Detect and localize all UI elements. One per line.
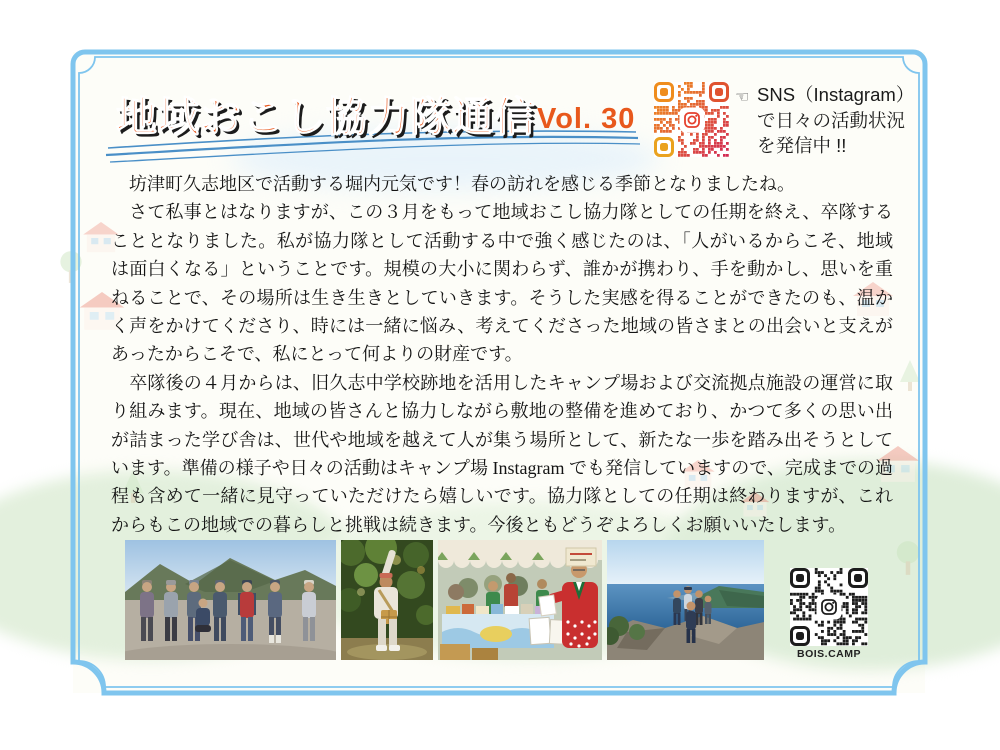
qr-finder-pattern <box>654 137 674 157</box>
coastal-summit-photo <box>607 540 764 660</box>
article-body <box>111 170 893 539</box>
instagram-qr-code <box>654 82 729 157</box>
instagram-icon <box>817 595 842 620</box>
pointing-hand-icon: ☜ <box>735 87 750 106</box>
bg-tree-icon <box>58 250 84 284</box>
qr-finder-pattern <box>709 82 729 102</box>
sns-note-line: SNS（Instagram） <box>757 84 915 105</box>
market-stall-photo <box>438 540 602 660</box>
community-group-photo <box>125 540 336 660</box>
sns-note-line: を発信中 !! <box>757 135 847 156</box>
camp-qr-code <box>790 568 868 646</box>
newsletter-title: 地域おこし協力隊通信 <box>116 94 536 140</box>
orchard-harvest-photo <box>341 540 433 660</box>
qr-finder-pattern <box>790 626 810 646</box>
sns-note <box>757 82 917 159</box>
article-paragraph: 卒隊後の４月からは、旧久志中学校跡地を活用したキャンプ場および交流拠点施設の運営に取り組みます。現在、地域の皆さんと協力しながら敷地の整備を進めており、かつて多くの思い出が詰まった学び舎は、世代や地域を越えて人が集う場所として、新たな一歩を踏み出そうとしています。準備の様子や日々の活動はキャンプ場 Instagram でも発信していますので、完成までの過程も含めて一緒に見守っていただけたら嬉しいです。協力隊としての任期は終わりますが、これからもこの地域での暮らしと挑戦は続きます。今後ともどうぞよろしくお願いいたします。 <box>111 372 893 535</box>
volume-number: Vol. 30 <box>537 103 636 135</box>
photo-strip <box>125 540 764 660</box>
article-paragraph: さて私事とはなりますが、この３月をもって地域おこし協力隊としての任期を終え、卒隊することとなりました。私が協力隊として活動する中で強く感じたのは、「人がいるからこそ、地域は面白くなる」ということです。規模の大小に関わらず、誰かが携わり、手を動かし、思いを重ねることで、その場所は生き生きとしていきます。そうした実感を得ることができたのも、温かく声をかけてくださり、時には一緒に悩み、考えてくださった地域の皆さまとの出会いと支えがあったからこそで、私にとって何よりの財産です。 <box>111 202 893 365</box>
article-paragraph: 坊津町久志地区で活動する堀内元気です！春の訪れを感じる季節となりましたね。 <box>111 174 795 194</box>
instagram-icon <box>679 107 704 132</box>
sns-note-line: で日々の活動状況 <box>757 109 906 131</box>
bg-tree-icon <box>894 540 922 576</box>
qr-finder-pattern <box>848 568 868 588</box>
camp-qr-label: BOIS.CAMP <box>796 648 861 660</box>
bg-tree-icon <box>898 360 922 392</box>
qr-finder-pattern <box>654 82 674 102</box>
qr-finder-pattern <box>790 568 810 588</box>
